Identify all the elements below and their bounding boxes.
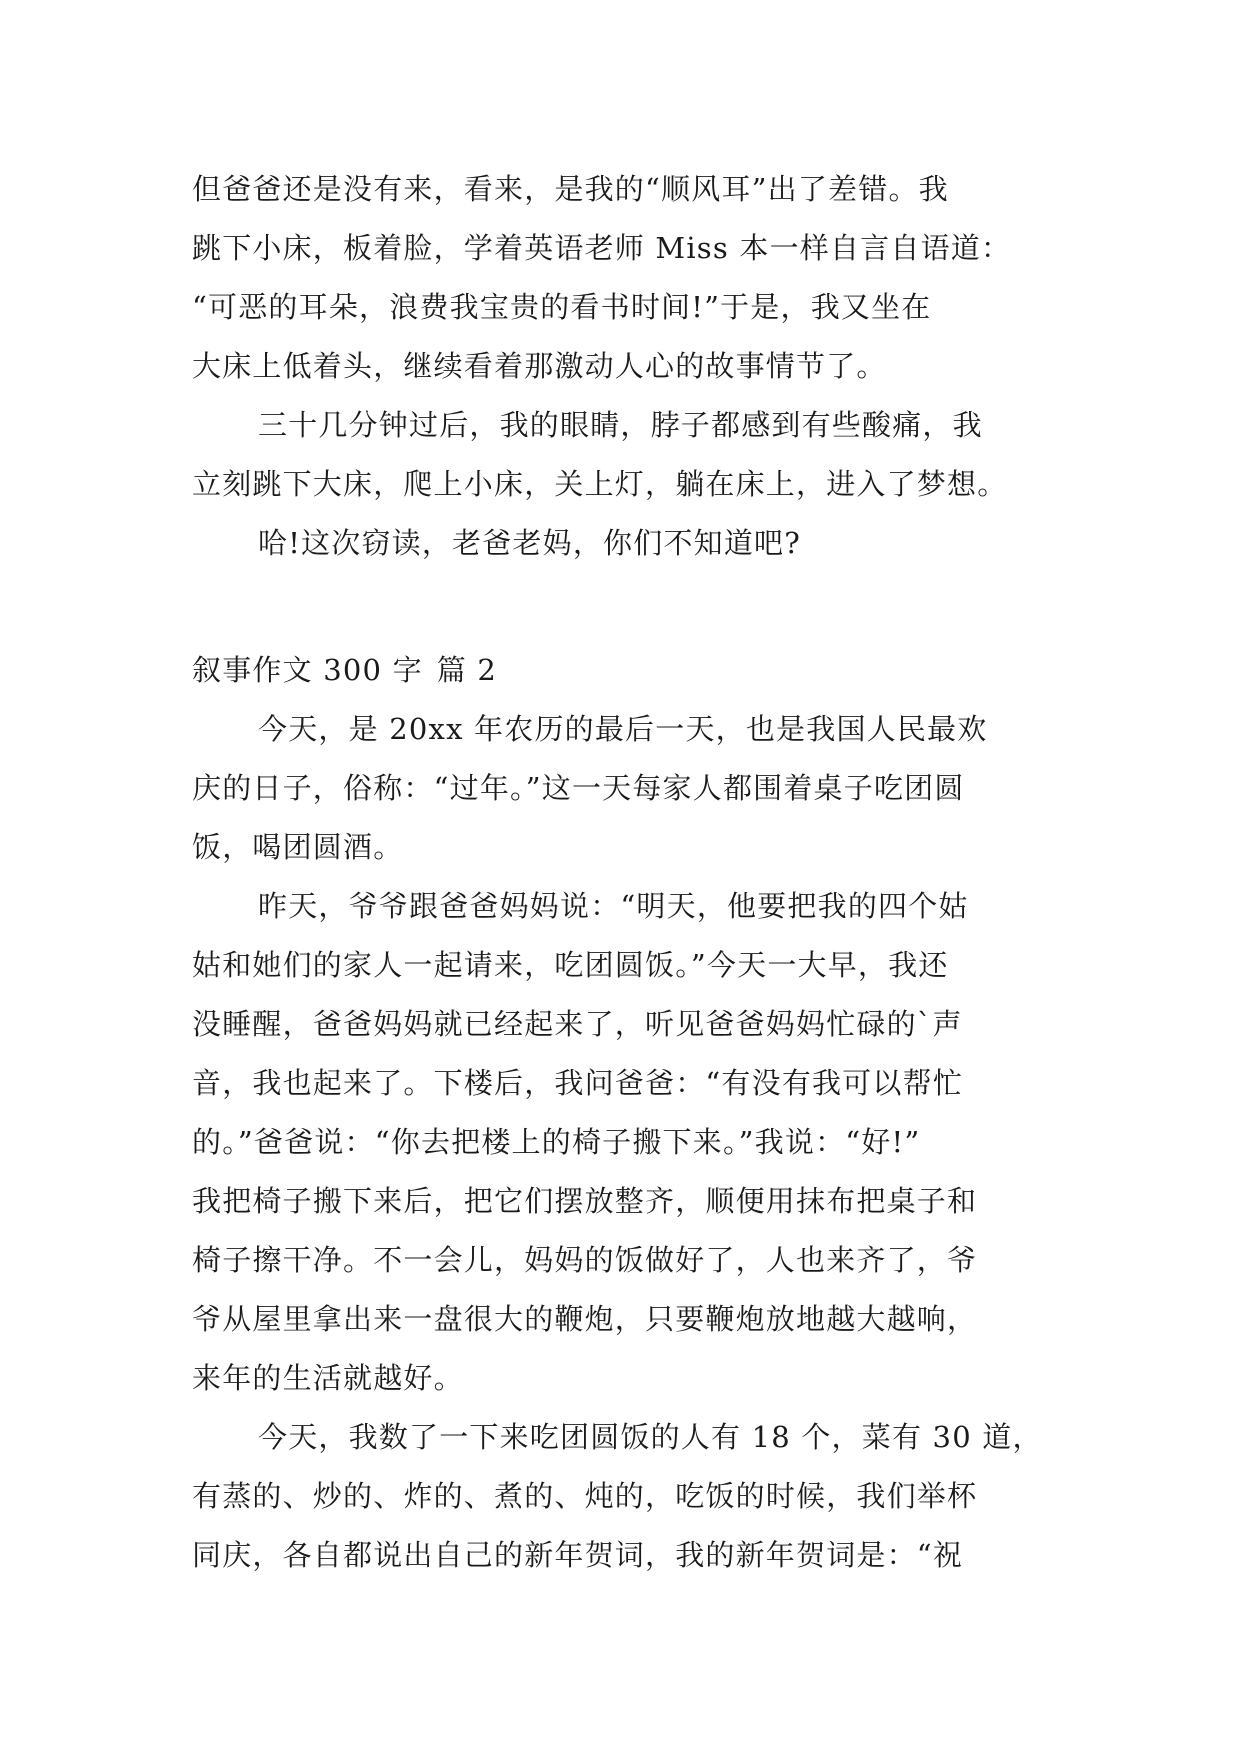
paragraph (192, 160, 1052, 396)
text-line: 有蒸的、炒的、炸的、煮的、炖的，吃饭的时候，我们举杯 (192, 1479, 978, 1513)
paragraph (192, 514, 1052, 573)
text-line: 没睡醒，爸爸妈妈就已经起来了，听见爸爸妈妈忙碌的`声 (192, 1007, 963, 1041)
text-line: 音，我也起来了。下楼后，我问爸爸：“有没有我可以帮忙 (192, 1066, 964, 1100)
text-line: 的。”爸爸说：“你去把楼上的椅子搬下来。”我说：“好!” (192, 1125, 921, 1159)
text-line: 立刻跳下大床，爬上小床，关上灯，躺在床上，进入了梦想。 (192, 467, 1008, 501)
text-line: 庆的日子，俗称：“过年。”这一天每家人都围着桌子吃团圆 (192, 771, 965, 805)
text-line: 爷从屋里拿出来一盘很大的鞭炮，只要鞭炮放地越大越响， (192, 1302, 978, 1336)
section-gap (192, 573, 1052, 641)
text-line: 哈!这次窃读，老爸老妈，你们不知道吧? (258, 526, 802, 560)
text-line: 但爸爸还是没有来，看来，是我的“顺风耳”出了差错。我 (192, 172, 949, 206)
text-line: 椅子擦干净。不一会儿，妈妈的饭做好了，人也来齐了，爷 (192, 1243, 978, 1277)
text-line: “可恶的耳朵，浪费我宝贵的看书时间!”于是，我又坐在 (192, 290, 932, 324)
text-line: 今天，我数了一下来吃团圆饭的人有 18 个，菜有 30 道， (258, 1420, 1043, 1454)
document-page (192, 160, 1052, 1585)
text-line: 我把椅子搬下来后，把它们摆放整齐，顺便用抹布把桌子和 (192, 1184, 978, 1218)
text-line: 今天，是 20xx 年农历的最后一天，也是我国人民最欢 (258, 712, 988, 746)
text-line: 昨天，爷爷跟爸爸妈妈说：“明天，他要把我的四个姑 (258, 889, 969, 923)
text-line: 来年的生活就越好。 (192, 1361, 464, 1395)
paragraph (192, 1408, 1052, 1585)
text-line: 三十几分钟过后，我的眼睛，脖子都感到有些酸痛，我 (258, 408, 983, 442)
section-heading (192, 641, 1052, 700)
heading-title: 叙事作文 300 字 (192, 653, 423, 687)
paragraph (192, 396, 1052, 514)
paragraph (192, 700, 1052, 877)
text-line: 同庆，各自都说出自己的新年贺词，我的新年贺词是：“祝 (192, 1538, 964, 1572)
heading-number: 篇 2 (436, 653, 498, 687)
text-line: 饭，喝团圆酒。 (192, 830, 404, 864)
text-line: 跳下小床，板着脸，学着英语老师 Miss 本一样自言自语道： (192, 231, 1012, 265)
text-line: 姑和她们的家人一起请来，吃团圆饭。”今天一大早，我还 (192, 948, 949, 982)
text-line: 大床上低着头，继续看着那激动人心的故事情节了。 (192, 349, 887, 383)
paragraph (192, 877, 1052, 1408)
